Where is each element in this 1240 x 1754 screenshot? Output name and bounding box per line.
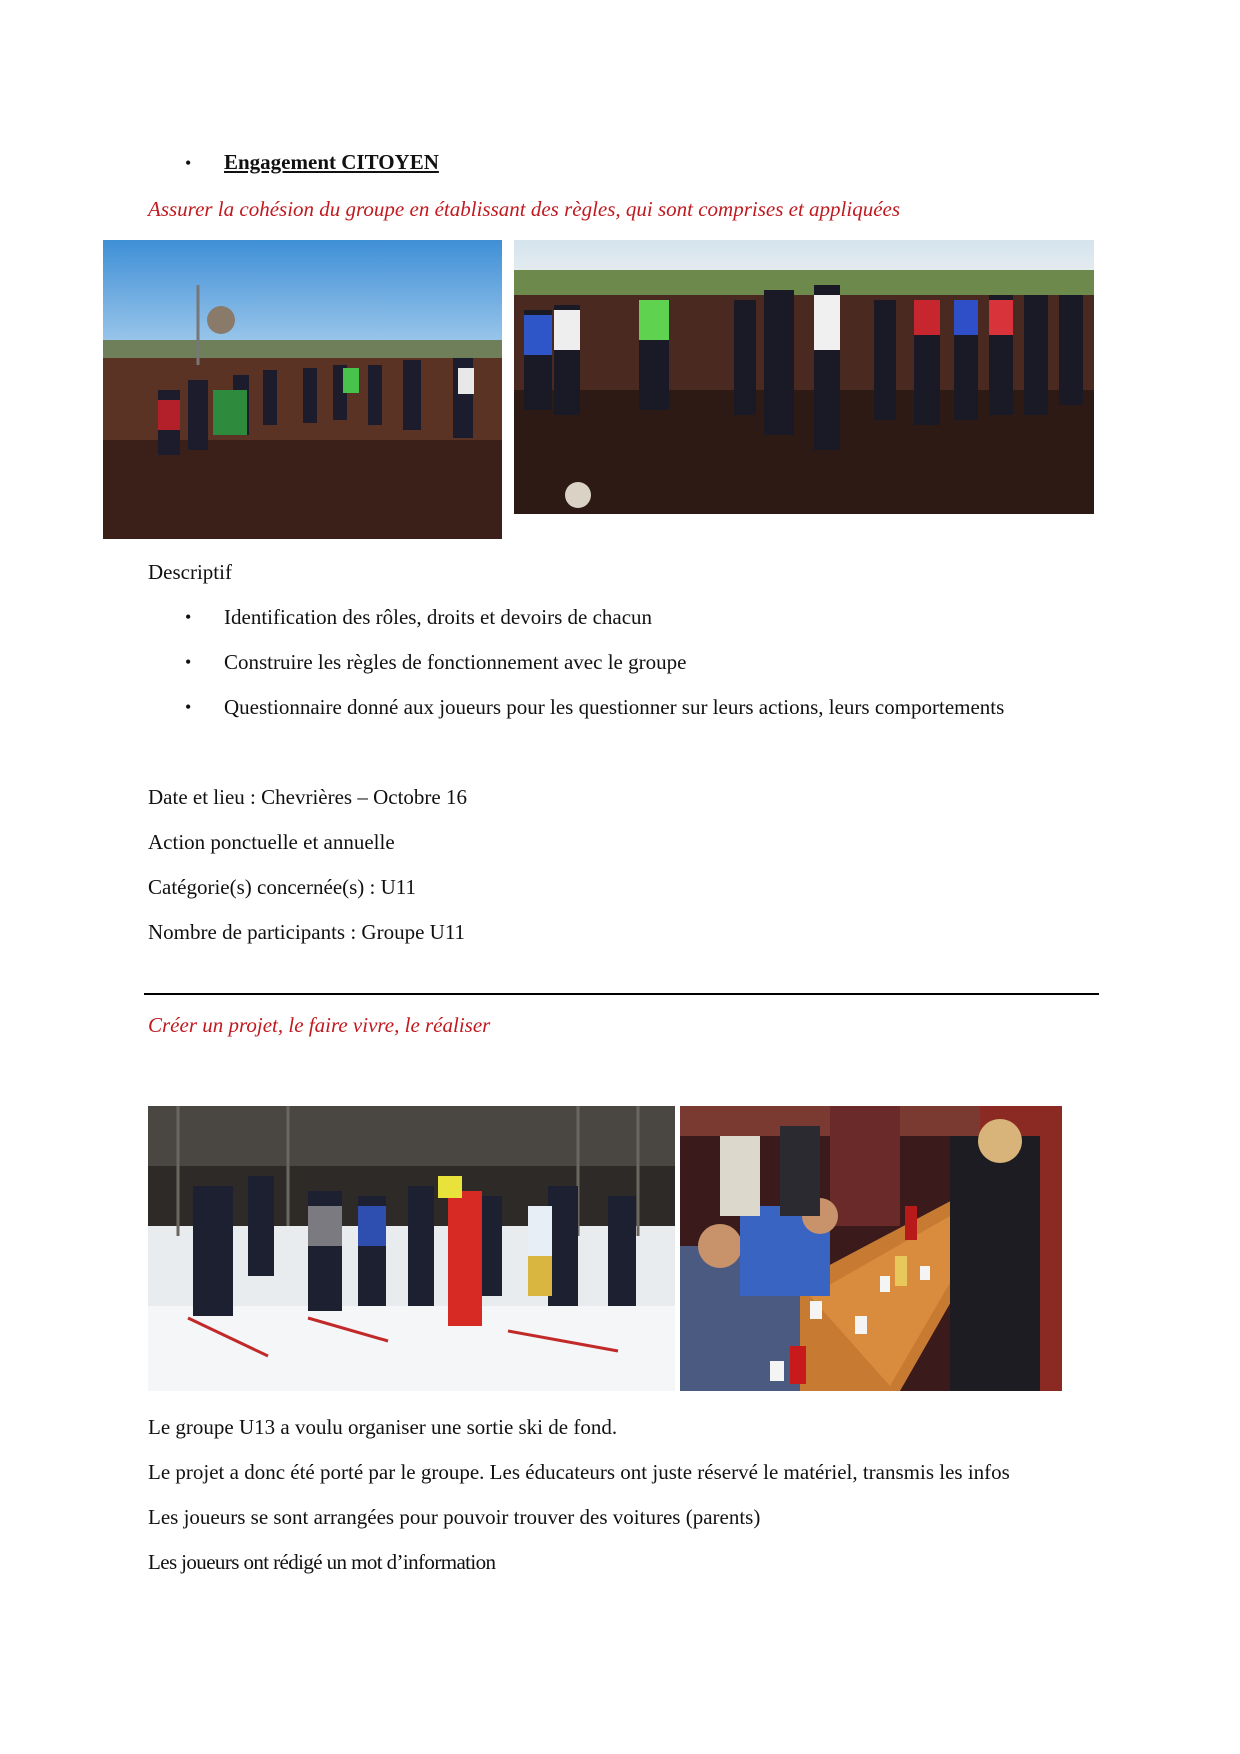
photo-football-group-1 [103, 240, 502, 539]
section-heading: Engagement CITOYEN [224, 150, 439, 174]
project-line: Les joueurs se sont arrangées pour pouvoir trouver des voitures (parents) [148, 1505, 761, 1529]
categories: Catégorie(s) concernée(s) : U11 [148, 875, 417, 899]
photo-ski-outing [148, 1106, 675, 1391]
photo-snack-table [680, 1106, 1062, 1391]
project-line: Le projet a donc été porté par le groupe. Les éducateurs ont juste réservé le matériel, transmis les infos [148, 1460, 1010, 1484]
objective-1: Assurer la cohésion du groupe en établissant des règles, qui sont comprises et appliquées [148, 197, 901, 221]
action-type: Action ponctuelle et annuelle [148, 830, 395, 854]
section-divider [144, 993, 1099, 995]
descriptif-item: Questionnaire donné aux joueurs pour les questionner sur leurs actions, leurs comportements [224, 695, 1005, 719]
descriptif-item: Construire les règles de fonctionnement avec le groupe [224, 650, 687, 674]
project-line: Les joueurs ont rédigé un mot d’information [148, 1550, 496, 1574]
project-line: Le groupe U13 a voulu organiser une sortie ski de fond. [148, 1415, 618, 1439]
bullet-dot: • [185, 652, 192, 672]
date-lieu: Date et lieu : Chevrières – Octobre 16 [148, 785, 467, 809]
participants: Nombre de participants : Groupe U11 [148, 920, 466, 944]
objective-2: Créer un projet, le faire vivre, le réaliser [148, 1013, 491, 1037]
bullet-dot: • [185, 607, 192, 627]
bullet-dot: • [185, 153, 192, 173]
descriptif-label: Descriptif [148, 560, 232, 584]
descriptif-item: Identification des rôles, droits et devoirs de chacun [224, 605, 653, 629]
photo-football-group-2 [514, 240, 1094, 514]
bullet-dot: • [185, 697, 192, 717]
